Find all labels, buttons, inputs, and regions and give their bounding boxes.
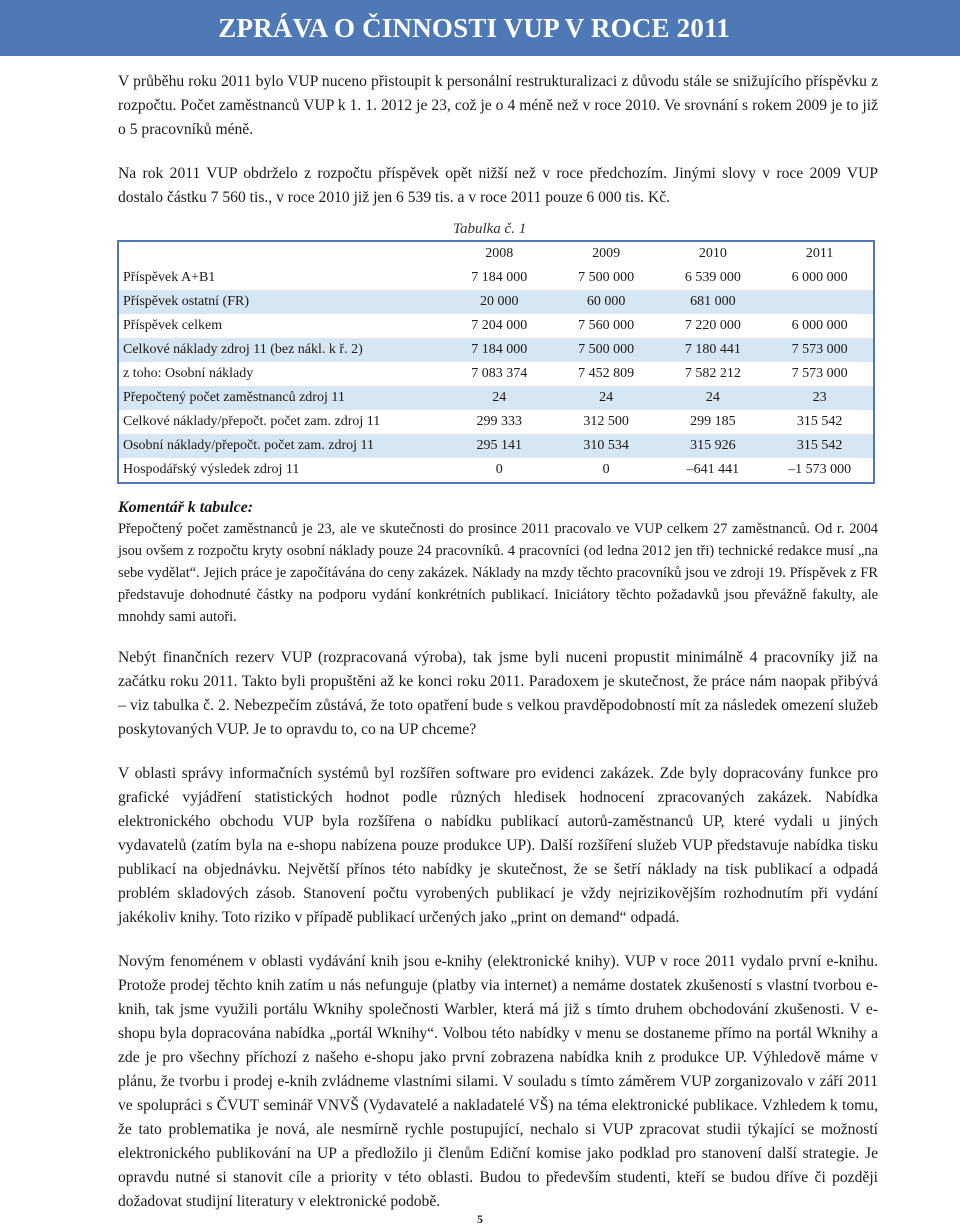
- row-label: Příspěvek A+B1: [123, 270, 216, 285]
- table-cell: –1 573 000: [788, 462, 852, 477]
- table-cell: 6 000 000: [791, 318, 848, 333]
- table-caption: Tabulka č. 1: [453, 221, 527, 237]
- table-cell: 315 542: [796, 414, 843, 429]
- table-cell: 24: [492, 390, 507, 405]
- table-row: [118, 434, 874, 458]
- table-cell: 7 184 000: [471, 342, 528, 357]
- body-paragraph-1: Nebýt finančních rezerv VUP (rozpracovaná výroba), tak jsme byli nuceni propustit minimálně 4 pracovníky již na začátku roku 2011. Takto byli propuštěni až ke konci roku 2011. Paradoxem je skutečnost, že práce nám naopak přibývá – viz tabulka č. 2. Nebezpečím zůstává, že toto opatření bude s velkou pravděpodobností mít za následek omezení služeb poskytovaných VUP. Je to opravdu to, co na UP chceme?: [118, 649, 878, 738]
- page-content: [118, 70, 878, 1214]
- intro-paragraph-1: V průběhu roku 2011 bylo VUP nuceno přistoupit k personální restrukturalizaci z důvodu stále se snižujícího příspěvku z rozpočtu. Počet zaměstnanců VUP k 1. 1. 2012 je 23, což je o 4 méně než v roce 2010. Ve srovnání s rokem 2009 je to již o 5 pracovníků méně.: [118, 73, 878, 138]
- comment-block: [118, 518, 878, 628]
- table-cell: 7 573 000: [791, 366, 848, 381]
- table-cell: 299 333: [476, 414, 523, 429]
- table-cell: 315 542: [796, 438, 843, 453]
- row-label: Přepočtený počet zaměstnanců zdroj 11: [123, 390, 345, 405]
- page-title: ZPRÁVA O ČINNOSTI VUP V ROCE 2011: [218, 13, 730, 43]
- body-paragraph-2: V oblasti správy informačních systémů byl rozšířen software pro evidenci zakázek. Zde byly dopracovány funkce pro grafické vyjádření statistických hodnot podle různých hledisek hodnocení zpracovaných zakázek. Nabídka elektronického obchodu VUP byla rozšířena o nabídku publikací autorů-zaměstnanců UP, které vydali u jiných vydavatelů (zatím byla na e-shopu nabízena pouze produkce UP). Další rozšíření služeb VUP představuje nabídka tisku publikací na objednávku. Největší přínos této nabídky je skutečnost, že se šetří náklady na tisk publikací a odpadá problém skladových zásob. Stanovení počtu vyrobených publikací je vždy nejrizikovějším rozhodnutím při vydání jakékoliv knihy. Toto riziko v případě publikací určených jako „print on demand“ odpadá.: [118, 765, 878, 926]
- table-cell: 24: [705, 390, 720, 405]
- table-row: [118, 338, 874, 362]
- table-row: [118, 314, 874, 338]
- table-cell: 20 000: [480, 294, 519, 309]
- table-cell: 6 539 000: [684, 270, 741, 285]
- table-cell: 7 573 000: [791, 342, 848, 357]
- table-row: [118, 290, 874, 314]
- table-cell: 312 500: [583, 414, 629, 429]
- intro-paragraph-2: Na rok 2011 VUP obdrželo z rozpočtu příspěvek opět nižší než v roce předchozím. Jinými slovy v roce 2009 VUP dostalo částku 7 560 tis., v roce 2010 již jen 6 539 tis. a v roce 2011 pouze 6 000 tis. Kč.: [118, 165, 878, 206]
- table-cell: 310 534: [583, 438, 629, 453]
- table-cell: 0: [495, 462, 503, 477]
- table-cell: 7 220 000: [684, 318, 741, 333]
- row-label: z toho: Osobní náklady: [123, 366, 254, 381]
- table-cell: 299 185: [690, 414, 736, 429]
- table-row: [118, 362, 874, 386]
- table-cell: 6 000 000: [791, 270, 848, 285]
- table-row: [118, 410, 874, 434]
- table-cell: 7 180 441: [684, 342, 741, 357]
- page-header: [0, 0, 960, 56]
- row-label: Osobní náklady/přepočt. počet zam. zdroj 11: [123, 438, 375, 453]
- comment-title: Komentář k tabulce:: [118, 499, 254, 516]
- table-cell: 7 500 000: [578, 342, 635, 357]
- table-cell: 7 184 000: [471, 270, 528, 285]
- table-header-cell: 2011: [805, 246, 834, 261]
- table-cell: 295 141: [476, 438, 523, 453]
- table-cell: 681 000: [690, 294, 736, 309]
- body-paragraph-3: Novým fenoménem v oblasti vydávání knih jsou e-knihy (elektronické knihy). VUP v roce 2011 vydalo první e-knihu. Protože prodej těchto knih zatím u nás nefunguje (platby via internet) a nemáme dostatek zkušeností s vlastní tvorbou e-knih, tak jsme využili portálu Wknihy společnosti Warbler, která má již s tímto druhem obchodování zkušenosti. V e-shopu byla dopracována nabídka „portál Wknihy“. Volbou této nabídky v menu se dostaneme přímo na portál Wknihy a zde je pro všechny příchozí z našeho e-shopu jako první zobrazena nabídka knih z produkce UP. Výhledově máme v plánu, že tvorbu i prodej e-knih zvládneme vlastními silami. V souladu s tímto záměrem VUP zorganizovalo v září 2011 ve spolupráci s ČVUT seminář VNVŠ (Vydavatelé a nakladatelé VŠ) na téma elektronické publikace. Vzhledem k tomu, že tato problematika je nová, ale nesmírně rychle postupující, nechalo si VUP zpracovat studii týkající se možností elektronického publikování na UP a předložilo ji členům Ediční komise jako podklad pro stanovení další strategie. Je opravdu nutné si stanovit cíle a priority v této oblasti. Budou to především studenti, kteří se budou dříve či později dožadovat studijní literatury v elektronické podobě.: [118, 953, 878, 1210]
- table-cell: 7 083 374: [471, 366, 528, 381]
- row-label: Příspěvek ostatní (FR): [123, 294, 249, 309]
- table-cell: 23: [812, 390, 827, 405]
- table-cell: –641 441: [686, 462, 740, 477]
- table-header-row: [118, 241, 874, 266]
- table-row: [118, 458, 874, 483]
- table-cell: 7 204 000: [471, 318, 528, 333]
- table-cell: 24: [599, 390, 614, 405]
- table-cell: 7 452 809: [578, 366, 635, 381]
- table-header-cell: 2010: [698, 246, 727, 261]
- comment-text: Přepočtený počet zaměstnanců je 23, ale ve skutečnosti do prosince 2011 pracovalo ve VUP celkem 27 zaměstnanců. Od r. 2004 jsou ovšem z rozpočtu kryty osobní náklady pouze 24 pracovníků. 4 pracovníci (od ledna 2012 jen tři) technické redakce musí „na sebe vydělat“. Jejich práce je započítávána do ceny zakázek. Náklady na mzdy těchto pracovníků jsou ve zdroji 19. Příspěvek z FR představuje dohodnuté částky na podporu vydání konkrétních publikací. Iniciátory těchto požadavků jsou převážně fakulty, ale mnohdy sami autoři.: [118, 521, 878, 625]
- budget-table: [117, 240, 875, 484]
- row-label: Celkové náklady zdroj 11 (bez nákl. k ř. 2): [123, 342, 363, 357]
- row-label: Hospodářský výsledek zdroj 11: [123, 462, 300, 477]
- table-cell: 60 000: [586, 294, 626, 309]
- table-cell: 7 500 000: [578, 270, 635, 285]
- table-row: [118, 386, 874, 410]
- table-cell: 7 582 212: [684, 366, 741, 381]
- table-cell: 0: [602, 462, 610, 477]
- table-header-cell: 2009: [592, 246, 621, 261]
- row-label: Celkové náklady/přepočt. počet zam. zdroj 11: [123, 414, 381, 429]
- row-label: Příspěvek celkem: [123, 318, 223, 333]
- table-header-cell: [118, 241, 446, 266]
- table-header-cell: 2008: [485, 246, 514, 261]
- page-number: 5: [477, 1212, 483, 1226]
- table-cell: [766, 290, 874, 314]
- table-row: [118, 266, 874, 290]
- table-cell: 315 926: [690, 438, 736, 453]
- table-cell: 7 560 000: [578, 318, 635, 333]
